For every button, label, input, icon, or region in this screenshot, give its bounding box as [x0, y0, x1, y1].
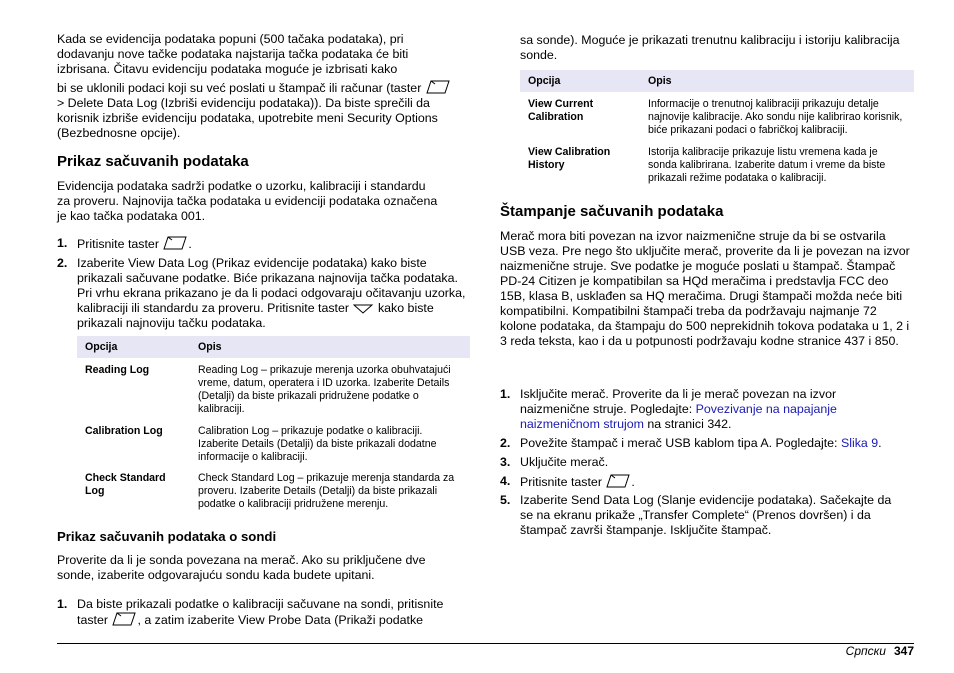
- figure-9-link[interactable]: Slika 9: [840, 436, 879, 450]
- pencil-key-icon: [163, 236, 187, 250]
- probe-data-options-table: [520, 70, 914, 186]
- section-heading-probe-data: Prikaz sačuvanih podataka o sondi: [57, 529, 277, 544]
- intro-paragraph: Kada se evidencija podataka popuni (500 tačaka podataka), pri dodavanju nove tačke podataka najstarija tačka podataka će biti izbrisana. Čitavu evidenciju podataka moguće je izbrisati kako: [57, 32, 409, 76]
- section-heading-saved-data: Prikaz sačuvanih podataka: [57, 153, 249, 170]
- table-header-option: Opcija: [77, 336, 190, 358]
- table-header-description: Opis: [640, 70, 914, 92]
- table-row: View Calibration History Istorija kalibracije prikazuje listu vremena kada je sonda kalibrirana. Izaberite datum i vreme da biste prikazali režime podataka o kalibraciji.: [528, 146, 886, 184]
- page-number: 347: [893, 644, 914, 658]
- step-item: 1. Da biste prikazali podatke o kalibraciji sačuvane na sondi, pritisnite taster , a zatim izaberite View Probe Data (Prikaži podatke: [57, 597, 444, 627]
- step-item: 4. Pritisnite taster .: [500, 474, 635, 489]
- data-log-options-table: [77, 336, 470, 512]
- table-header-option: Opcija: [520, 70, 640, 92]
- down-arrow-key-icon: [353, 304, 373, 314]
- table-row: View Current Calibration Informacije o trenutnoj kalibraciji prikazuju detalje najnovije kalibracije. Ako sondu nije kalibrirao korisnik, biće prikazani podaci o fabričkoj kalibraciji.: [528, 98, 903, 136]
- intro-paragraph-2: bi se uklonili podaci koji su već poslati u štampač ili računar (taster > Delete Data Log (Izbriši evidenciju podataka)). Da biste sprečili da korisnik izbriše evidenciju podataka, upotrebite meni Security Options (Bezbednosne opcije).: [57, 80, 473, 141]
- pencil-key-icon: [426, 80, 450, 94]
- table-row: Check Standard Log Check Standard Log – prikazuje merenja standarda za proveru. Izaberite Details (Detalji) da biste prikazali podatke o kalibraciji pridružene merenju.: [85, 472, 455, 510]
- pencil-key-icon: [112, 612, 136, 626]
- table-row: Reading Log Reading Log – prikazuje merenja uzorka obuhvatajući vreme, datum, operatera i ID uzorka. Izaberite Details (Detalji) da biste prikazali pridružene podatke o kalibraciji.: [85, 364, 451, 415]
- step-item: 3. Uključite merač.: [500, 455, 609, 469]
- page-footer: [846, 644, 914, 659]
- table-header-row: [77, 336, 470, 358]
- table-header-description: Opis: [190, 336, 470, 358]
- step-item: 1. Pritisnite taster .: [57, 236, 192, 251]
- footer-divider: [57, 643, 914, 644]
- step-item: 1. Isključite merač. Proverite da li je merač povezan na izvor naizmenične struje. Pogledajte: Povezivanje na napajanje naizmeničnom strujom na stranici 342.: [500, 387, 837, 431]
- table-row: Calibration Log Calibration Log – prikazuje podatke o kalibraciji. Izaberite Details (Detalji) da biste prikazali dodatne informacije o kalibraciji.: [85, 425, 437, 463]
- step-item: 2. Izaberite View Data Log (Prikaz evidencije podataka) kako biste prikazali sačuvane podatke. Biće prikazana najnovija tačka podataka. Pri vrhu ekrana prikazano je da li podaci odgovaraju očitavanju uzorka, kalibraciji ili standardu za proveru. Pritisnite taster kako biste prikazali najnoviju tačku podataka.: [57, 256, 466, 330]
- probe-data-continuation: sa sonde). Moguće je prikazati trenutnu kalibraciju i istoriju kalibracija sonde.: [520, 33, 900, 62]
- section-heading-printing: Štampanje sačuvanih podataka: [500, 203, 724, 220]
- footer-language: Српски: [845, 644, 886, 658]
- printing-paragraph: Merač mora biti povezan na izvor naizmenične struje da bi se ostvarila USB veza. Pre nego što uključite merač, proverite da li je povezan na izvor naizmenične struje. Sve podatke je moguće poslati u štampač. Štampač PD-24 Citizen je kompatibilan sa HQd meračima i predstavlja FCC deo 15B, klasa B, usklađen sa HQ meračima. Drugi štampači možda neće biti kompatibilni. Kompatibilni štampači treba da podržavaju najmanje 72 kolone podataka, da štampaju do 500 neprekidnih tokova podataka u 1, 2 i 3 reda teksta, kao i da u potpunosti podržavaju kodne stranice 437 i 850.: [500, 229, 910, 348]
- probe-data-paragraph: Proverite da li je sonda povezana na merač. Ako su priključene dve sonde, izaberite odgovarajuću sondu kada budete upitani.: [57, 553, 426, 582]
- step-item: 5. Izaberite Send Data Log (Slanje evidencije podataka). Sačekajte da se na ekranu prikaže „Transfer Complete“ (Prenos dovršen) i da štampač završi štampanje. Isključite štampač.: [500, 493, 892, 537]
- pencil-key-icon: [606, 474, 630, 488]
- step-item: 2. Povežite štampač i merač USB kablom tipa A. Pogledajte: Slika 9.: [500, 436, 882, 450]
- power-connection-link[interactable]: Povezivanje na napajanje naizmeničnom strujom: [520, 402, 837, 431]
- table-header-row: [520, 70, 914, 92]
- saved-data-paragraph: Evidencija podataka sadrži podatke o uzorku, kalibraciji i standardu za proveru. Najnovija tačka podataka u evidenciji podataka označena je kao tačka podataka 001.: [57, 179, 438, 223]
